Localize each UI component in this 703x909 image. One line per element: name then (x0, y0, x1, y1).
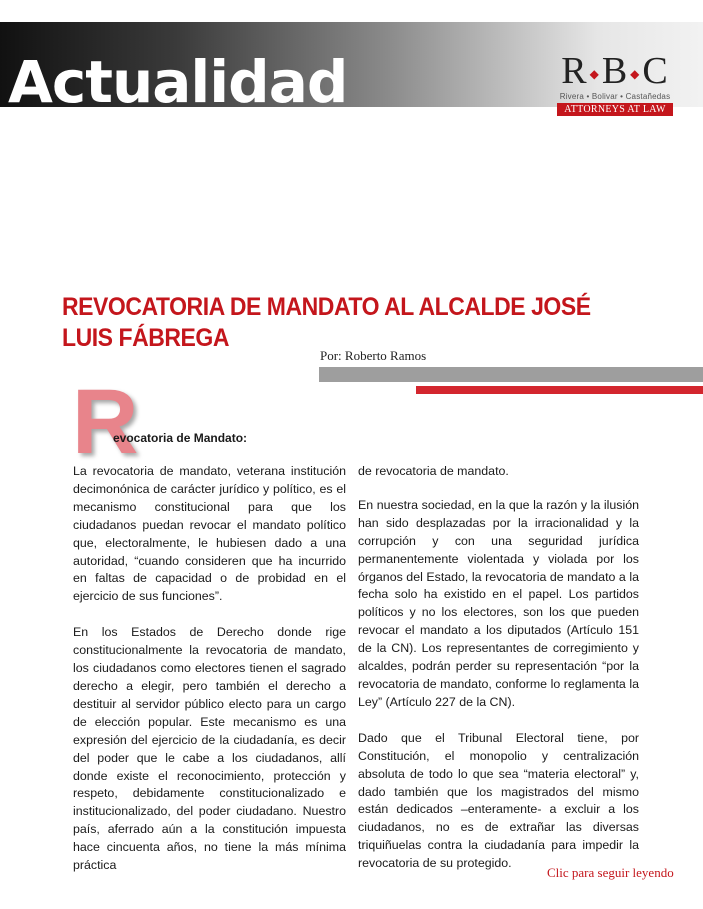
article-column-left (73, 463, 346, 893)
article-byline: Por: Roberto Ramos (320, 348, 427, 363)
paragraph: En nuestra sociedad, en la que la razón y la ilusión han sido desplazadas por la irracionalidad y la corrupción y con una seguridad jurídica permanentemente violentada y violada por los órganos del Estado, la revocatoria de mandato a la fecha solo ha existido en el papel. Los partidos políticos y no los electores, son los que pueden revocar el mandato a los diputados (Artículo 151 de la CN). Los representantes de corregimiento y alcaldes, podrán perder su representación “por la revocatoria de mandato, conforme lo reglamenta la Ley” (Artículo 227 de la CN). (358, 497, 639, 709)
drop-cap: R (72, 371, 139, 473)
rbc-logo (557, 50, 673, 116)
article-lead: evocatoria de Mandato: (113, 431, 248, 445)
logo-letter-r: R (561, 50, 588, 92)
section-title: Actualidad (8, 48, 348, 116)
logo-letter-b: B (601, 50, 629, 92)
paragraph: La revocatoria de mandato, veterana institución decimonónica de carácter jurídico y político, es el mecanismo constitucional para que los ciudadanos puedan revocar el mandato político que, electoralmente, le hubiesen dado a una autoridad, “cuando consideren que ha incurrido en faltas de capacidad o de probidad en el ejercicio de sus funciones”. (73, 464, 346, 604)
paragraph: Dado que el Tribunal Electoral tiene, por Constitución, el monopolio y centralización absoluta de todo lo que sea “materia electoral” y, dado también que los magistrados del mismo están dedicados –enteramente- a excluir a los ciudadanos, no es de extrañar las diversas triquiñuelas contra la ciudadanía para impedir la revocatoria de su protegido. (358, 730, 639, 871)
continue-reading-link[interactable]: Clic para seguir leyendo (547, 865, 674, 880)
divider-red-bar (416, 386, 703, 394)
article-title: REVOCATORIA DE MANDATO AL ALCALDE JOSÉ LUIS FÁBREGA (62, 293, 591, 352)
paragraph: de revocatoria de mandato. (358, 464, 509, 478)
logo-dot-icon: ◆ (589, 67, 600, 82)
paragraph: En los Estados de Derecho donde rige constitucionalmente la revocatoria de mandato, los ciudadanos como electores tienen el sagrado derecho a elegir, pero también el derecho a destituir al servidor público electo para un cargo de elección popular. Este mecanismo es una expresión del ejercicio de la ciudadanía, es decir del poder que le cabe a los ciudadanos, allí donde existe el reconocimiento, protección y respeto, debidamente constitucionalizado e institucionalizado, del poder ciudadano. Nuestro país, aferrado aún a la constitución impuesta hace cincuenta años, no tiene la más mínima práctica (73, 625, 346, 873)
logo-letter-c: C (642, 50, 669, 92)
divider-gray-bar (319, 367, 703, 382)
article-column-right (358, 463, 639, 891)
section-banner (0, 22, 703, 116)
logo-dot-icon: ◆ (630, 67, 641, 82)
logo-mark (557, 50, 673, 92)
logo-tagline: ATTORNEYS AT LAW (557, 103, 673, 116)
logo-partner-names: Rivera • Bolivar • Castañedas (559, 92, 671, 102)
